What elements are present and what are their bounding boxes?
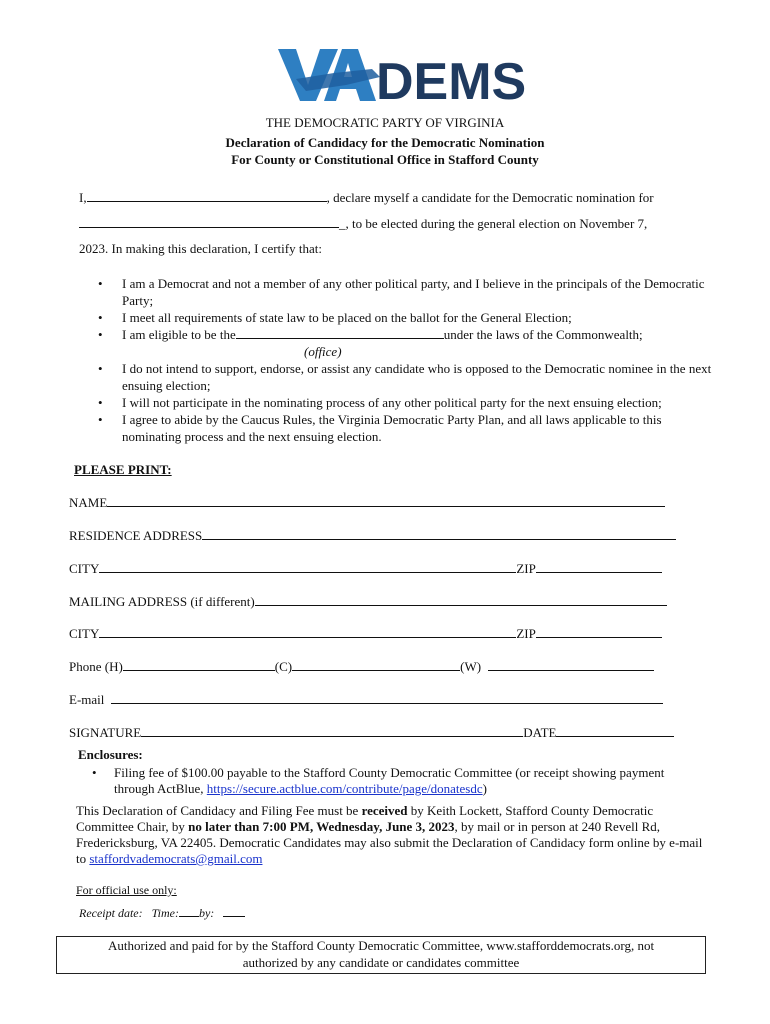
office-note: (office): [304, 344, 342, 359]
deadline-text-1: This Declaration of Candidacy and Filing Fee must be: [76, 803, 362, 818]
please-print-heading: PLEASE PRINT:: [74, 462, 172, 477]
mailing-label: MAILING ADDRESS (if different): [69, 594, 255, 609]
city-field[interactable]: [99, 560, 516, 573]
vadems-logo-graphic: [276, 33, 527, 113]
city-label: CITY: [69, 561, 100, 576]
by-field[interactable]: [223, 906, 245, 917]
enclosure-end: ): [482, 781, 487, 796]
email-field[interactable]: [111, 691, 663, 704]
phone-home-field[interactable]: [123, 658, 275, 671]
deadline-text-3: , by mail or in person at 240 Revell Rd, Fredericksburg, VA 22405. Democratic Candidates may also submit the Declaration of Candidacy form online by e-mail to: [76, 819, 703, 866]
intro-line1-suffix: , declare myself a candidate for the Democratic nomination for: [326, 190, 654, 205]
office-eligibility-suffix: under the laws of the Commonwealth;: [443, 327, 643, 342]
certification-item: • I do not intend to support, endorse, or assist any candidate who is opposed to the Democratic nominee in the next ensuing election;: [92, 360, 712, 394]
email-link[interactable]: staffordvademocrats@gmail.com: [89, 851, 263, 866]
zip-label: ZIP: [516, 561, 536, 576]
date-field[interactable]: [556, 724, 674, 737]
intro-line2-suffix: _, to be elected during the general election on November 7,: [339, 216, 648, 231]
disclaimer-line-1: Authorized and paid for by the Stafford County Democratic Committee, www.stafforddemocrats.org, not: [107, 938, 655, 953]
name-row: [69, 494, 665, 511]
mailing-row: [69, 593, 667, 610]
enclosure-item: [92, 765, 706, 797]
phone-row: [69, 658, 654, 675]
office-eligibility-blank[interactable]: [236, 326, 444, 339]
phone-cell-label: (C): [274, 659, 293, 674]
phone-work-field[interactable]: [488, 658, 654, 671]
signature-row: [69, 724, 674, 741]
email-row: [69, 691, 663, 708]
date-label: DATE: [523, 725, 557, 740]
phone-work-label: (W): [460, 659, 482, 674]
deadline-text-2: by Keith Lockett, Stafford County Democratic Committee Chair, by: [76, 803, 654, 834]
deadline-received: received: [361, 803, 408, 818]
time-label: Time:: [151, 906, 179, 920]
authorization-disclaimer: [56, 936, 706, 974]
mailing-field[interactable]: [255, 593, 667, 606]
certification-item: • I meet all requirements of state law to be placed on the ballot for the General Election;: [92, 309, 712, 326]
office-name-blank[interactable]: [79, 215, 339, 228]
city-row: [69, 560, 662, 577]
disclaimer-line-2: authorized by any candidate or candidates committee: [242, 955, 520, 970]
residence-row: [69, 527, 676, 544]
logo-dems-text: DEMS: [376, 53, 527, 111]
office-eligibility-prefix: I am eligible to be the: [122, 327, 236, 342]
doc-title-line2: For County or Constitutional Office in Stafford County: [231, 152, 539, 167]
certification-item: • I am a Democrat and not a member of any other political party, and I believe in the principals of the Democratic Party;: [92, 275, 712, 309]
intro-line-3: 2023. In making this declaration, I certify that:: [79, 241, 322, 256]
residence-field[interactable]: [202, 527, 676, 540]
name-label: NAME: [69, 495, 108, 510]
zip-label: ZIP: [516, 626, 536, 641]
intro-prefix: I,: [79, 190, 87, 205]
time-field[interactable]: [179, 906, 199, 917]
enclosures-heading: Enclosures:: [78, 747, 143, 762]
deadline-paragraph: [76, 803, 704, 867]
intro-line-2: [79, 215, 647, 232]
email-label: E-mail: [69, 692, 105, 707]
official-use-heading: For official use only:: [76, 883, 177, 897]
name-field[interactable]: [107, 494, 665, 507]
enclosure-text: [92, 765, 706, 797]
doc-title-line1: Declaration of Candidacy for the Democratic Nomination: [225, 135, 545, 150]
certification-list: [92, 275, 712, 445]
official-use-row: [79, 906, 245, 921]
signature-field[interactable]: [141, 724, 523, 737]
receipt-date-label: Receipt date:: [79, 906, 143, 920]
mailing-city-field[interactable]: [99, 625, 516, 638]
mailing-zip-field[interactable]: [536, 625, 662, 638]
mailing-city-row: [69, 625, 662, 642]
phone-home-label: Phone (H): [69, 659, 123, 674]
certification-item: [92, 326, 712, 360]
certification-item: • I will not participate in the nominating process of any other political party for the next ensuing election;: [92, 394, 712, 411]
signature-label: SIGNATURE: [69, 725, 142, 740]
residence-label: RESIDENCE ADDRESS: [69, 528, 203, 543]
certification-item: • I agree to abide by the Caucus Rules, the Virginia Democratic Party Plan, and all laws applicable to this nominating process and the next ensuing election.: [92, 411, 712, 445]
vadems-logo: [276, 33, 527, 113]
deadline-date: no later than 7:00 PM, Wednesday, June 3, 2023: [188, 819, 455, 834]
phone-cell-field[interactable]: [292, 658, 460, 671]
bullet-icon: •: [92, 765, 97, 780]
enclosure-fee-text: Filing fee of $100.00 payable to the Stafford County Democratic Committee (or receipt showing payment through ActBlue,: [114, 765, 665, 796]
org-name: THE DEMOCRATIC PARTY OF VIRGINIA: [265, 115, 505, 130]
actblue-link[interactable]: https://secure.actblue.com/contribute/page/donatesdc: [206, 781, 483, 796]
candidate-name-blank[interactable]: [87, 189, 327, 202]
by-label: by:: [198, 906, 215, 920]
city-label: CITY: [69, 626, 100, 641]
intro-line-1: [79, 189, 654, 206]
zip-field[interactable]: [536, 560, 662, 573]
